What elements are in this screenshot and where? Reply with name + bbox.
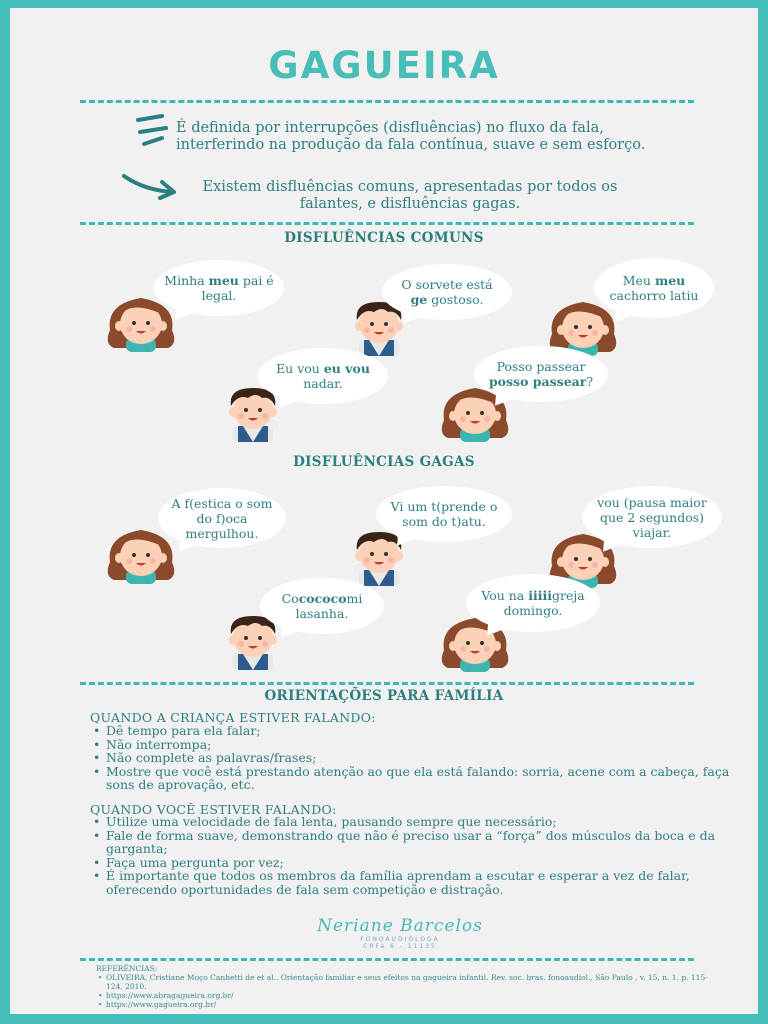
- list-item: • Não complete as palavras/frases;: [90, 751, 730, 765]
- speech-bubble: Meu meu cachorro latiu: [594, 258, 714, 318]
- section-heading-common: DISFLUÊNCIAS COMUNS: [284, 230, 484, 246]
- speech-bubble: Vi um t(prende o som do t)atu.: [376, 486, 512, 542]
- speech-bubble: O sorvete está ge gostoso.: [382, 264, 512, 320]
- divider: [80, 222, 694, 225]
- reference-link[interactable]: • https://www.gagueira.org.br/: [96, 1000, 716, 1009]
- intro-types: Existem disfluências comuns, apresentadas por todos os falantes, e disfluências gagas.: [202, 179, 618, 212]
- section-heading-stutter: DISFLUÊNCIAS GAGAS: [293, 454, 475, 470]
- guidance-child-list: [90, 724, 730, 792]
- guidance-you-list: [90, 815, 730, 896]
- emphasis-lines-icon: [132, 112, 174, 148]
- speech-bubble: Cocococomi lasanha.: [260, 578, 384, 634]
- list-item: • Fale de forma suave, demonstrando que não é preciso usar a “força” dos músculos da boca e da garganta;: [90, 829, 730, 856]
- list-item: • Mostre que você está prestando atenção ao que ela está falando: sorria, acene com a cabeça, faça sons de aprovação, etc.: [90, 765, 730, 792]
- references-label: REFERÊNCIAS:: [96, 964, 158, 973]
- list-item: • Faça uma pergunta por vez;: [90, 856, 730, 870]
- infographic-page: [10, 8, 758, 1014]
- speech-bubble: Eu vou eu vou nadar.: [258, 348, 388, 404]
- speech-bubble: Vou na iiiiigreja domingo.: [466, 574, 600, 632]
- logo-name: Neriane Barcelos: [317, 916, 483, 936]
- divider: [80, 958, 694, 961]
- reference-item: • OLIVEIRA, Cristiane Moço Canhetti de et al.. Orientação familiar e seus efeitos na gagueira infantil. Rev. soc. bras. fonoaudiol., São Paulo , v. 15, n. 1, p. 115-124, 2010.: [96, 973, 716, 991]
- signature-logo: [300, 916, 500, 950]
- speech-bubble: A f(estica o som do f)oca mergulhou.: [158, 488, 286, 548]
- list-item: • Não interrompa;: [90, 738, 730, 752]
- arrow-icon: [120, 170, 182, 202]
- speech-bubble: Posso passear posso passear?: [474, 346, 608, 402]
- page-title: GAGUEIRA: [268, 44, 500, 87]
- list-item: • Utilize uma velocidade de fala lenta, pausando sempre que necessário;: [90, 815, 730, 829]
- reference-link[interactable]: • https://www.abragagueira.org.br/: [96, 991, 716, 1000]
- intro-definition: É definida por interrupções (disfluências) no fluxo da fala, interferindo na produção da fala contínua, suave e sem esforço.: [176, 120, 646, 153]
- list-item: • É importante que todos os membros da família aprendam a escutar e esperar a vez de falar, oferecendo oportunidades de fala sem competição e distração.: [90, 869, 730, 896]
- speech-bubble: vou (pausa maior que 2 segundos) viajar.: [582, 486, 722, 548]
- guidance-child-label: QUANDO A CRIANÇA ESTIVER FALANDO:: [90, 710, 376, 725]
- logo-registration: CRFa 6 - 11135: [363, 943, 437, 950]
- divider: [80, 682, 694, 685]
- references: [96, 964, 716, 1009]
- guidance-you-label: QUANDO VOCÊ ESTIVER FALANDO:: [90, 802, 337, 817]
- speech-bubble: Minha meu pai é legal.: [154, 260, 284, 316]
- list-item: • Dê tempo para ela falar;: [90, 724, 730, 738]
- section-heading-guidance: ORIENTAÇÕES PARA FAMÍLIA: [264, 688, 504, 704]
- logo-profession: FONOAUDIÓLOGA: [360, 936, 440, 943]
- divider: [80, 100, 694, 103]
